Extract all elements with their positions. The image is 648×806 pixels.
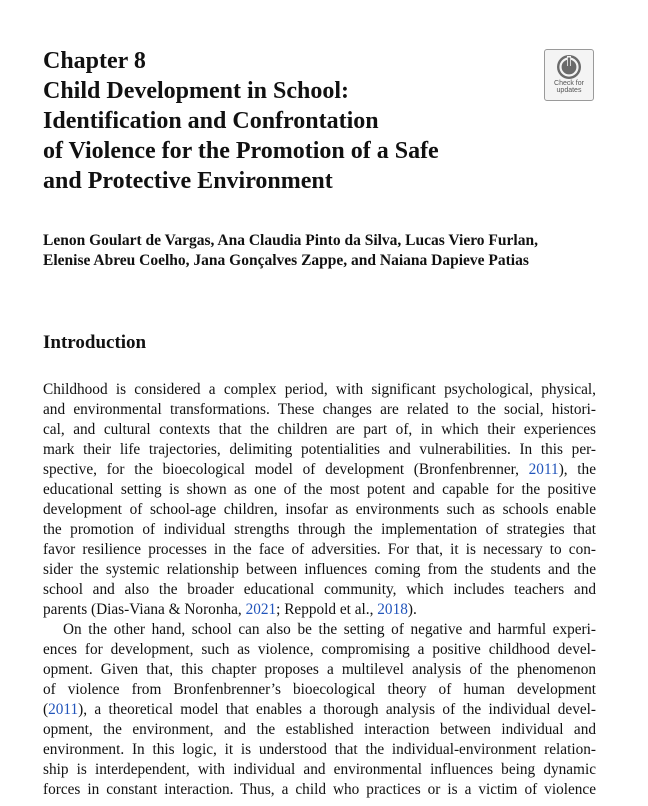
text-line: school and also the broader educational community, which includes teachers and <box>43 581 596 598</box>
text-segment: ). <box>407 601 417 618</box>
badge-text: Check for <box>554 80 584 87</box>
text-line: opment, the environment, and the established interaction between individual and <box>43 721 596 738</box>
text-line: educational setting is shown as one of the most potent and capable for the positive <box>43 481 596 498</box>
text-line: ences for development, such as violence, compromising a positive childhood devel- <box>43 641 596 658</box>
text-line: forces in constant interaction. Thus, a child who practices or is a victim of violence <box>43 781 596 798</box>
text-line: Childhood is considered a complex period, with significant psychological, physical, <box>43 381 596 398</box>
chapter-title-line: of Violence for the Promotion of a Safe <box>43 138 439 164</box>
citation-link[interactable]: 2018 <box>377 601 408 618</box>
text-segment: ; Reppold et al., <box>276 601 378 618</box>
text-line: ship is interdependent, with individual and environmental influences being dynamic <box>43 761 596 778</box>
text-line: development of school-age children, insofar as environments such as schools enable <box>43 501 596 518</box>
text-line: the promotion of individual strengths through the implementation of strategies that <box>43 521 596 538</box>
text-line: and environmental transformations. These changes are related to the social, histori- <box>43 401 596 418</box>
text-line: opment. Given that, this chapter proposes a multilevel analysis of the phenomenon <box>43 661 596 678</box>
text-line: cal, and cultural contexts that the children are part of, in which their experiences <box>43 421 596 438</box>
text-line <box>43 460 596 480</box>
citation-link[interactable]: 2011 <box>528 461 559 478</box>
text-line: On the other hand, school can also be the setting of negative and harmful experi- <box>63 621 596 638</box>
text-line: environment. In this logic, it is understood that the individual-environment relation- <box>43 741 596 758</box>
text-line <box>43 600 596 620</box>
text-line: mark their life trajectories, delimiting potentialities and vulnerabilities. In this per- <box>43 441 596 458</box>
chapter-heading <box>43 46 503 196</box>
text-line: of violence from Bronfenbrenner’s bioecological theory of human development <box>43 681 596 698</box>
body-text <box>43 380 596 800</box>
author-line: Lenon Goulart de Vargas, Ana Claudia Pinto da Silva, Lucas Viero Furlan, <box>43 232 538 249</box>
section-heading: Introduction <box>43 332 147 353</box>
text-segment: spective, for the bioecological model of development (Bronfenbrenner, <box>43 461 529 478</box>
chapter-number: Chapter 8 <box>43 48 146 74</box>
check-for-updates-badge[interactable] <box>544 49 594 101</box>
chapter-title-line: Identification and Confrontation <box>43 108 379 134</box>
text-segment: parents (Dias-Viana & Noronha, <box>43 601 246 618</box>
text-line <box>43 700 596 720</box>
citation-link[interactable]: 2021 <box>245 601 277 618</box>
text-line: favor resilience processes in the face of adversities. For that, it is necessary to con- <box>43 541 596 558</box>
author-line: Elenise Abreu Coelho, Jana Gonçalves Zappe, and Naiana Dapieve Patias <box>43 252 529 269</box>
text-segment: ), a theoretical model that enables a thorough analysis of the individual devel- <box>78 701 596 718</box>
text-segment: ( <box>43 701 49 718</box>
check-for-updates-icon <box>556 54 582 80</box>
citation-link[interactable]: 2011 <box>48 701 79 718</box>
author-list <box>43 230 603 270</box>
chapter-title-line: Child Development in School: <box>43 78 350 104</box>
badge-text: updates <box>556 87 582 94</box>
chapter-title-line: and Protective Environment <box>43 168 333 194</box>
text-segment: ), the <box>558 461 596 478</box>
text-line: sider the systemic relationship between influences coming from the students and the <box>43 561 596 578</box>
